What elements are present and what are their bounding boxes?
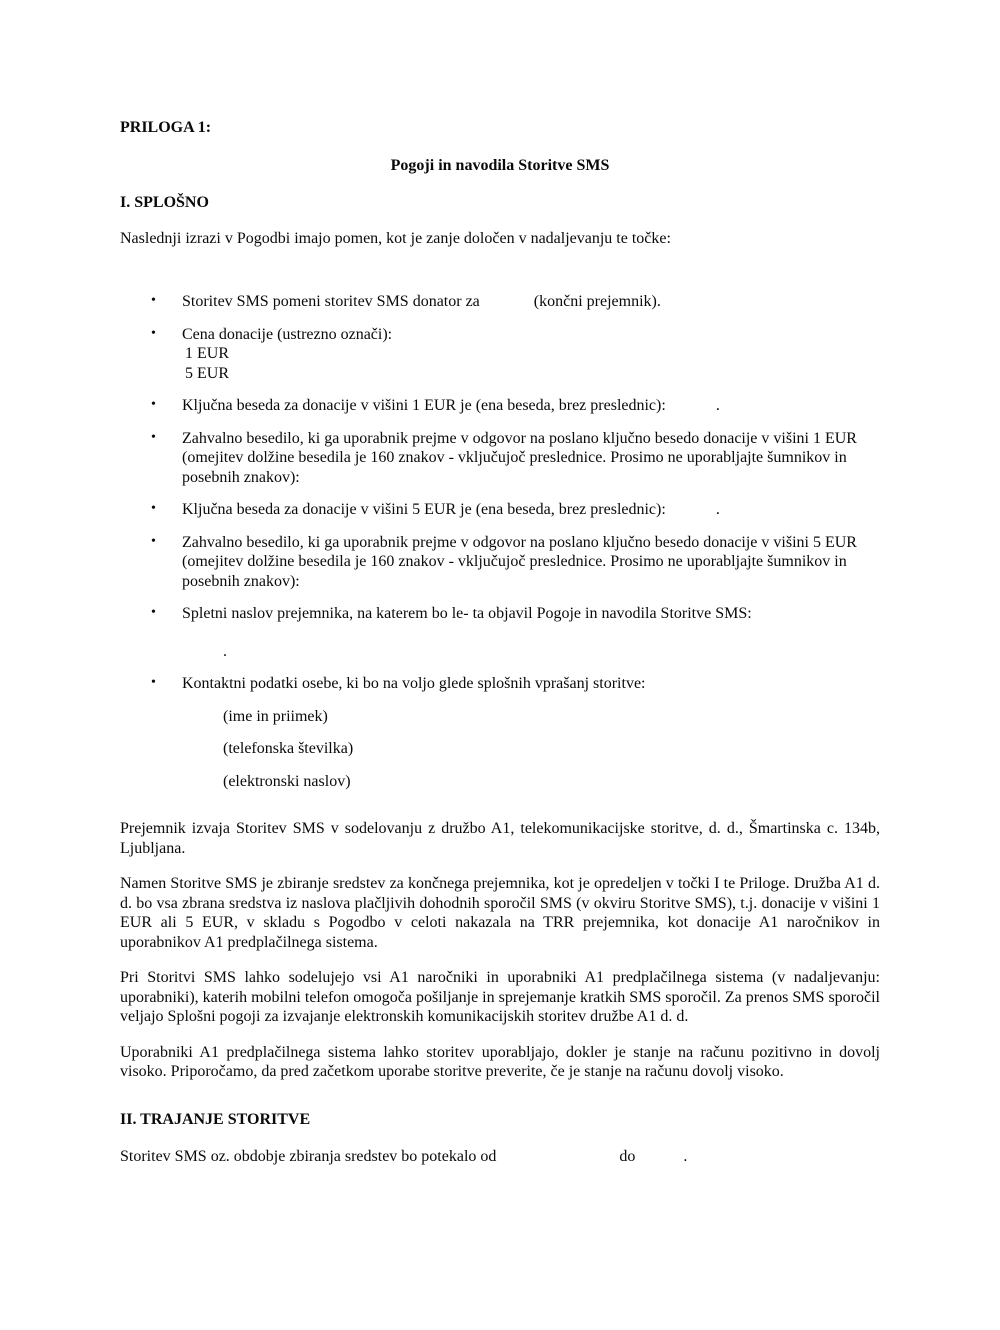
bullet-item-website bbox=[120, 604, 880, 661]
bullet-icon: • bbox=[151, 501, 156, 516]
blank-field-date-from bbox=[500, 1160, 615, 1161]
bullet-item-thanks-5eur bbox=[120, 533, 880, 592]
section-heading-duration: II. TRAJANJE STORITVE bbox=[120, 1110, 311, 1128]
service-definition-suffix: (končni prejemnik). bbox=[533, 293, 661, 310]
blank-field-keyword-5eur bbox=[670, 513, 712, 514]
keyword-5eur-suffix: . bbox=[715, 501, 720, 518]
contact-label: Kontaktni podatki osebe, ki bo na voljo glede splošnih vprašanj storitve: bbox=[182, 675, 646, 692]
keyword-1eur-text: Ključna beseda za donacije v višini 1 EUR je (ena beseda, brez preslednic): bbox=[182, 397, 666, 414]
bullet-icon: • bbox=[151, 429, 156, 445]
paragraph-cooperation: Prejemnik izvaja Storitev SMS v sodelovanju z družbo A1, telekomunikacijske storitve, d. d., Šmartinska c. 134b, Ljubljana. bbox=[120, 820, 880, 857]
bullet-item-donation-price bbox=[120, 325, 880, 384]
thanks-1eur-text: Zahvalno besedilo, ki ga uporabnik prejme v odgovor na poslano ključno besedo donacije v višini 1 EUR (omejitev dolžine besedila je 160 znakov - vključujoč preslednice. Prosimo ne uporabljajte šumnikov in posebnih znakov): bbox=[182, 429, 857, 486]
bullet-item-service-definition bbox=[120, 292, 880, 312]
bullet-icon: • bbox=[151, 605, 156, 620]
duration-text-before: Storitev SMS oz. obdobje zbiranja sredstev bo potekalo od bbox=[120, 1148, 497, 1165]
website-blank-value: . bbox=[223, 642, 227, 660]
section-heading-general: I. SPLOŠNO bbox=[120, 194, 209, 211]
document-title: Pogoji in navodila Storitve SMS bbox=[390, 156, 610, 174]
duration-text-after: . bbox=[683, 1148, 688, 1165]
appendix-label: PRILOGA 1: bbox=[120, 119, 212, 136]
keyword-1eur-suffix: . bbox=[715, 397, 720, 414]
definitions-list bbox=[120, 292, 880, 791]
paragraph-participation: Pri Storitvi SMS lahko sodelujejo vsi A1 naročniki in uporabniki A1 predplačilnega sistema (v nadaljevanju: uporabniki), katerih mobilni telefon omogoča pošiljanje in sprejemanje kratkih SMS sporočil. Za prenos SMS sporočil veljajo Splošni pogoji za izvajanje elektronskih komunikacijskih storitev družbe A1 d. d. bbox=[120, 969, 880, 1025]
price-option-1eur: 1 EUR bbox=[185, 345, 229, 362]
service-definition-text: Storitev SMS pomeni storitev SMS donator za bbox=[182, 293, 480, 310]
bullet-icon: • bbox=[151, 675, 156, 690]
bullet-item-contact bbox=[120, 674, 880, 791]
donation-price-label: Cena donacije (ustrezno označi): bbox=[182, 325, 393, 343]
bullet-icon: • bbox=[151, 533, 156, 549]
bullet-icon: • bbox=[151, 293, 156, 308]
thanks-5eur-text: Zahvalno besedilo, ki ga uporabnik prejme v odgovor na poslano ključno besedo donacije v višini 5 EUR (omejitev dolžine besedila je 160 znakov - vključujoč preslednice. Prosimo ne uporabljajte šumnikov in posebnih znakov): bbox=[182, 533, 857, 590]
blank-field-keyword-1eur bbox=[670, 409, 712, 410]
bullet-item-keyword-5eur bbox=[120, 500, 880, 520]
contact-field-phone: (telefonska številka) bbox=[223, 740, 354, 757]
duration-sentence bbox=[120, 1147, 880, 1167]
keyword-5eur-text: Ključna beseda za donacije v višini 5 EUR je (ena beseda, brez preslednic): bbox=[182, 501, 666, 518]
contact-field-email: (elektronski naslov) bbox=[223, 772, 351, 790]
paragraph-prepaid-balance: Uporabniki A1 predplačilnega sistema lahko storitev uporabljajo, dokler je stanje na računu pozitivno in dovolj visoko. Priporočamo, da pred začetkom uporabe storitve preverite, če je stanje na računu dovolj visoko. bbox=[120, 1043, 880, 1080]
paragraph-purpose: Namen Storitve SMS je zbiranje sredstev za končnega prejemnika, kot je opredeljen v točki I te Priloge. Družba A1 d. d. bo vsa zbrana sredstva iz naslova plačljivih dohodnih sporočil SMS (v okviru Storitve SMS), t.j. donacije v višini 1 EUR ali 5 EUR, v skladu s Pogodbo v celoti nakazala na TRR prejemnika, kot donacije A1 naročnikov in uporabnikov A1 predplačilnega sistema. bbox=[120, 875, 880, 951]
intro-paragraph: Naslednji izrazi v Pogodbi imajo pomen, kot je zanje določen v nadaljevanju te točke: bbox=[120, 229, 671, 247]
website-label: Spletni naslov prejemnika, na katerem bo le- ta objavil Pogoje in navodila Storitve SMS: bbox=[182, 605, 752, 622]
bullet-item-thanks-1eur bbox=[120, 429, 880, 488]
blank-field-date-to bbox=[639, 1160, 679, 1161]
bullet-icon: • bbox=[151, 325, 156, 341]
bullet-icon: • bbox=[151, 397, 156, 412]
bullet-item-keyword-1eur bbox=[120, 396, 880, 416]
price-option-5eur: 5 EUR bbox=[185, 364, 229, 382]
blank-field-final-recipient bbox=[484, 305, 530, 306]
duration-text-middle: do bbox=[619, 1148, 636, 1165]
contact-field-name: (ime in priimek) bbox=[223, 707, 328, 725]
